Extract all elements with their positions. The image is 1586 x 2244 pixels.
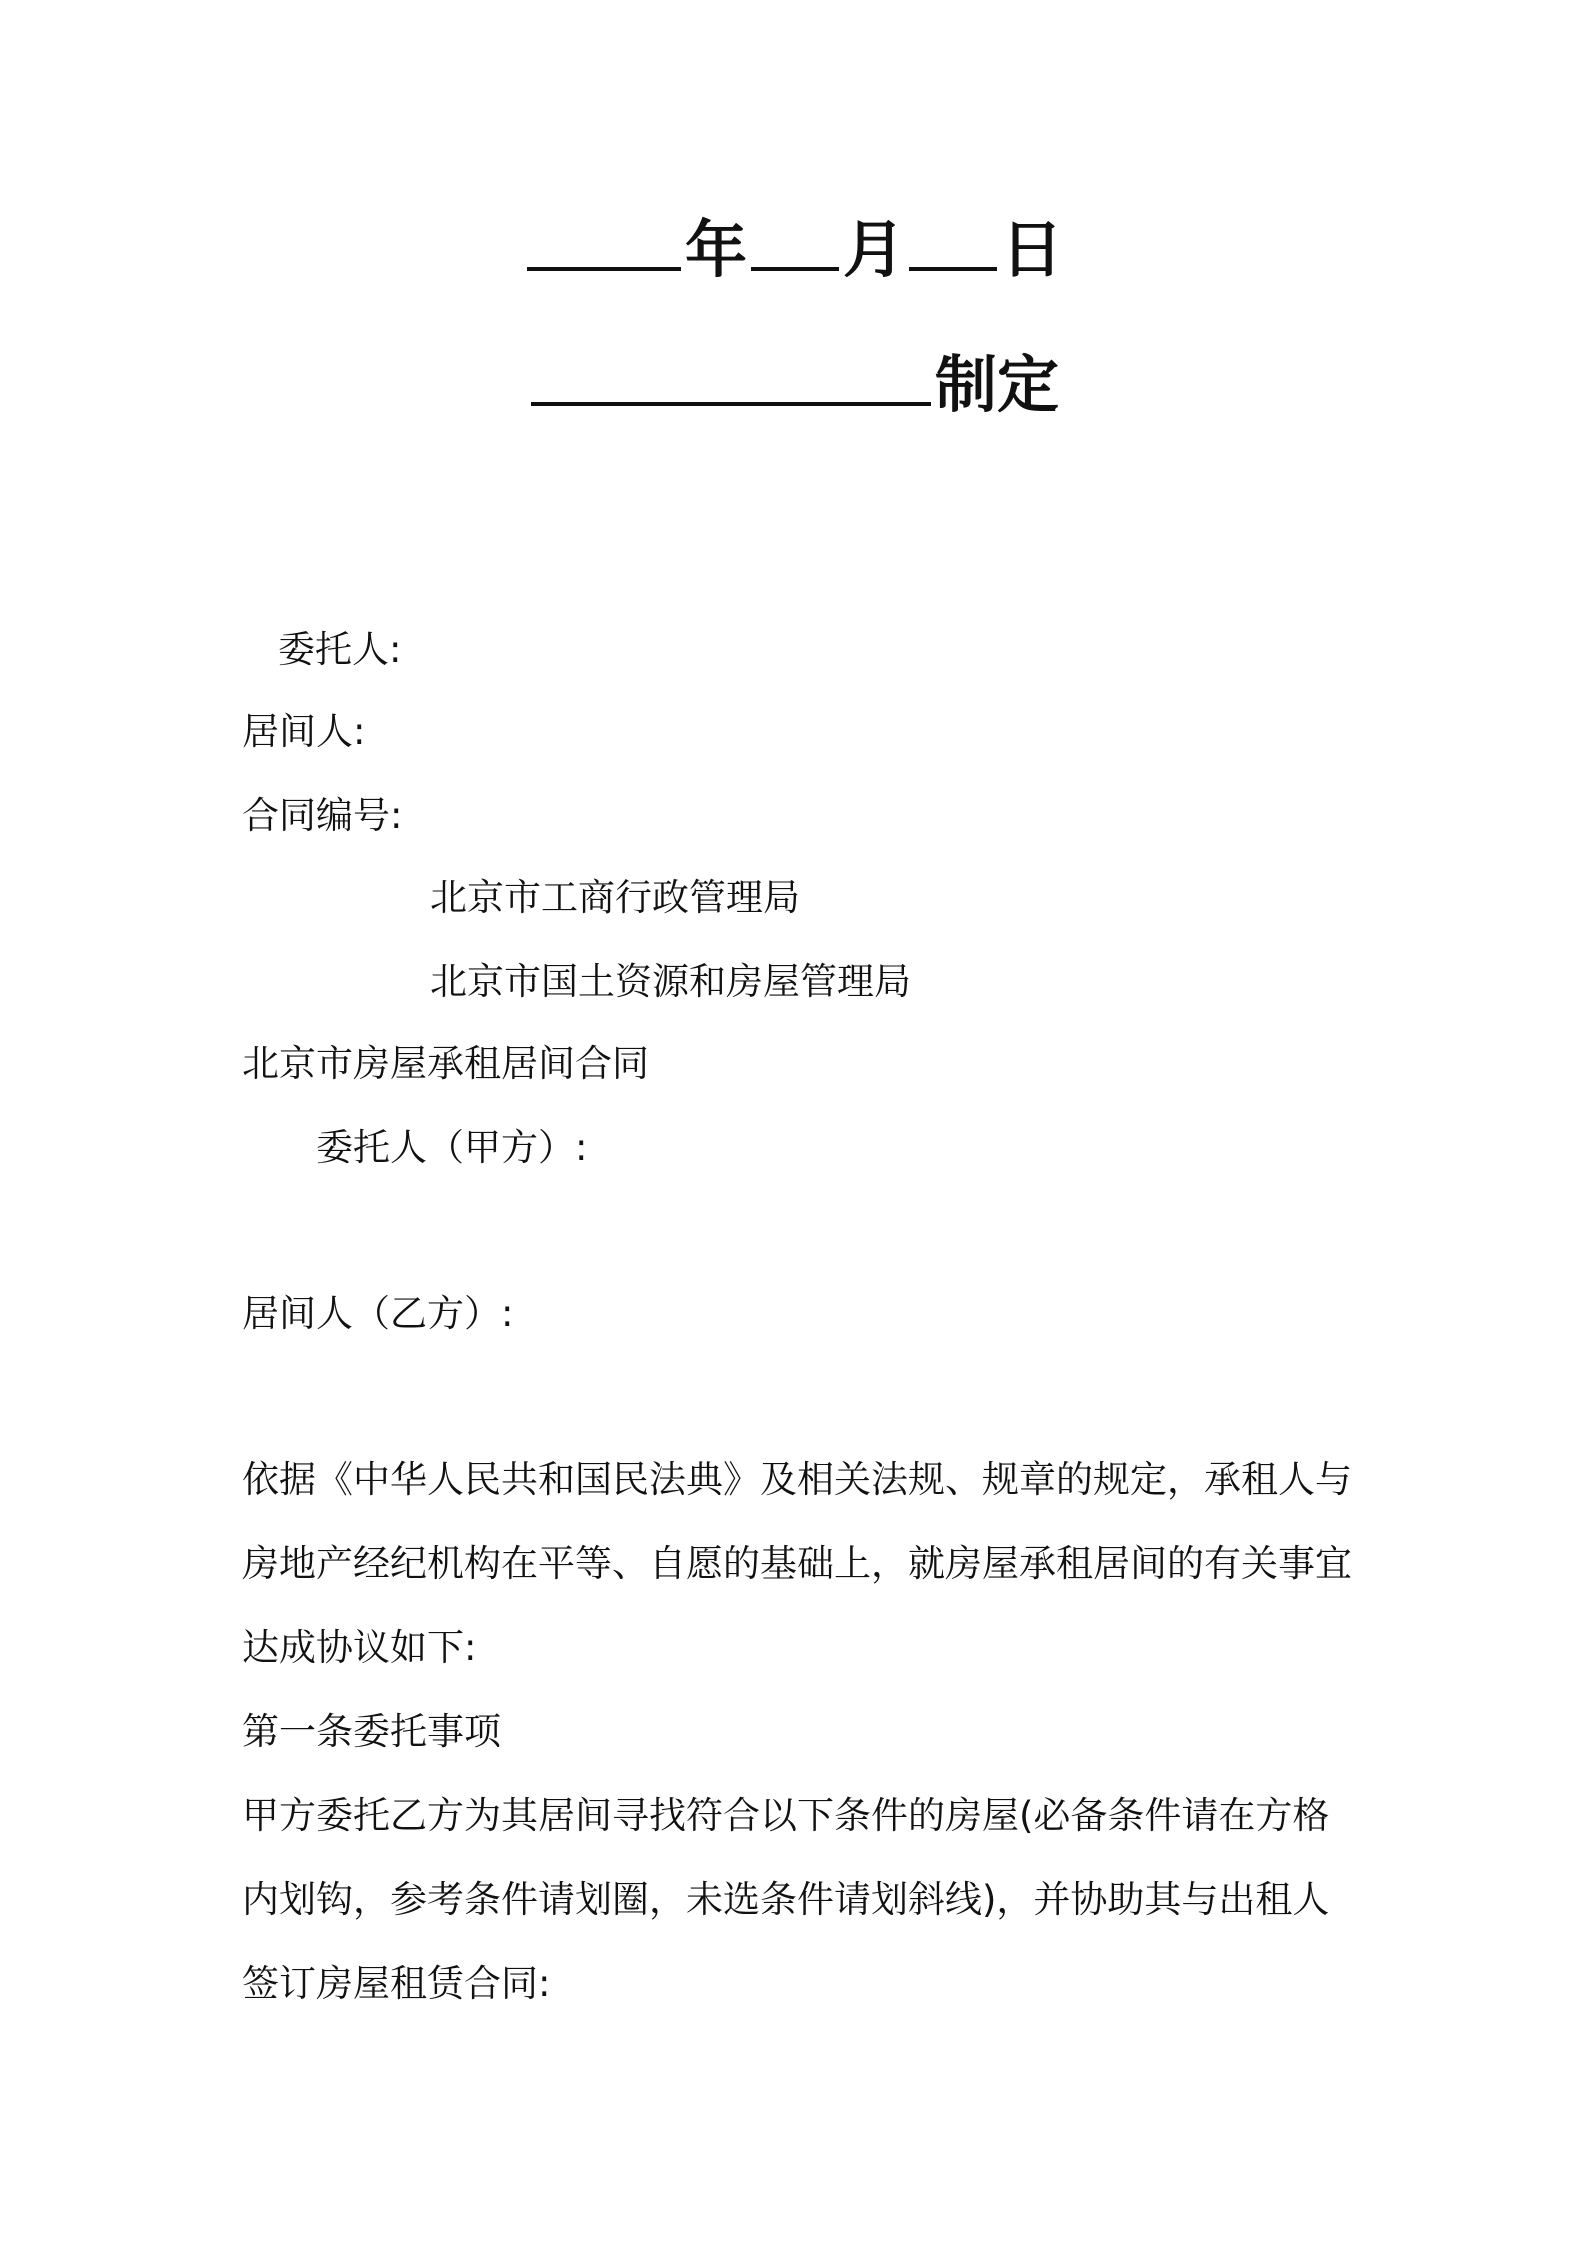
month-blank xyxy=(751,205,839,271)
made-by-label: 制定 xyxy=(934,348,1059,421)
issuer-line-2: 北京市国土资源和房屋管理局 xyxy=(430,960,911,1003)
article-1-line-2: 内划钩，参考条件请划圈，未选条件请划斜线)，并协助其与出租人 xyxy=(242,1878,1330,1921)
month-label: 月 xyxy=(842,213,905,286)
organization-blank xyxy=(531,340,931,406)
day-label: 日 xyxy=(1001,213,1064,286)
article-1-line-3: 签订房屋租赁合同: xyxy=(242,1962,551,2005)
issuer-line-1: 北京市工商行政管理局 xyxy=(430,876,800,919)
preamble-line-2: 房地产经纪机构在平等、自愿的基础上，就房屋承租居间的有关事宜 xyxy=(242,1542,1352,1585)
article-1-title: 第一条委托事项 xyxy=(242,1710,501,1753)
client-label: 委托人: xyxy=(278,628,402,671)
contract-title: 北京市房屋承租居间合同 xyxy=(242,1042,649,1085)
article-1-line-1: 甲方委托乙方为其居间寻找符合以下条件的房屋(必备条件请在方格 xyxy=(242,1794,1330,1837)
broker-label: 居间人: xyxy=(242,710,366,753)
party-b-label: 居间人（乙方）: xyxy=(242,1292,514,1335)
date-line xyxy=(0,205,1586,290)
made-by-line xyxy=(0,340,1586,425)
day-blank xyxy=(909,205,997,271)
preamble-line-3: 达成协议如下: xyxy=(242,1626,477,1669)
contract-number-label: 合同编号: xyxy=(242,794,403,837)
year-label: 年 xyxy=(684,213,747,286)
preamble-line-1: 依据《中华人民共和国民法典》及相关法规、规章的规定，承租人与 xyxy=(242,1458,1352,1501)
party-a-label: 委托人（甲方）: xyxy=(316,1126,588,1169)
year-blank xyxy=(527,205,681,271)
